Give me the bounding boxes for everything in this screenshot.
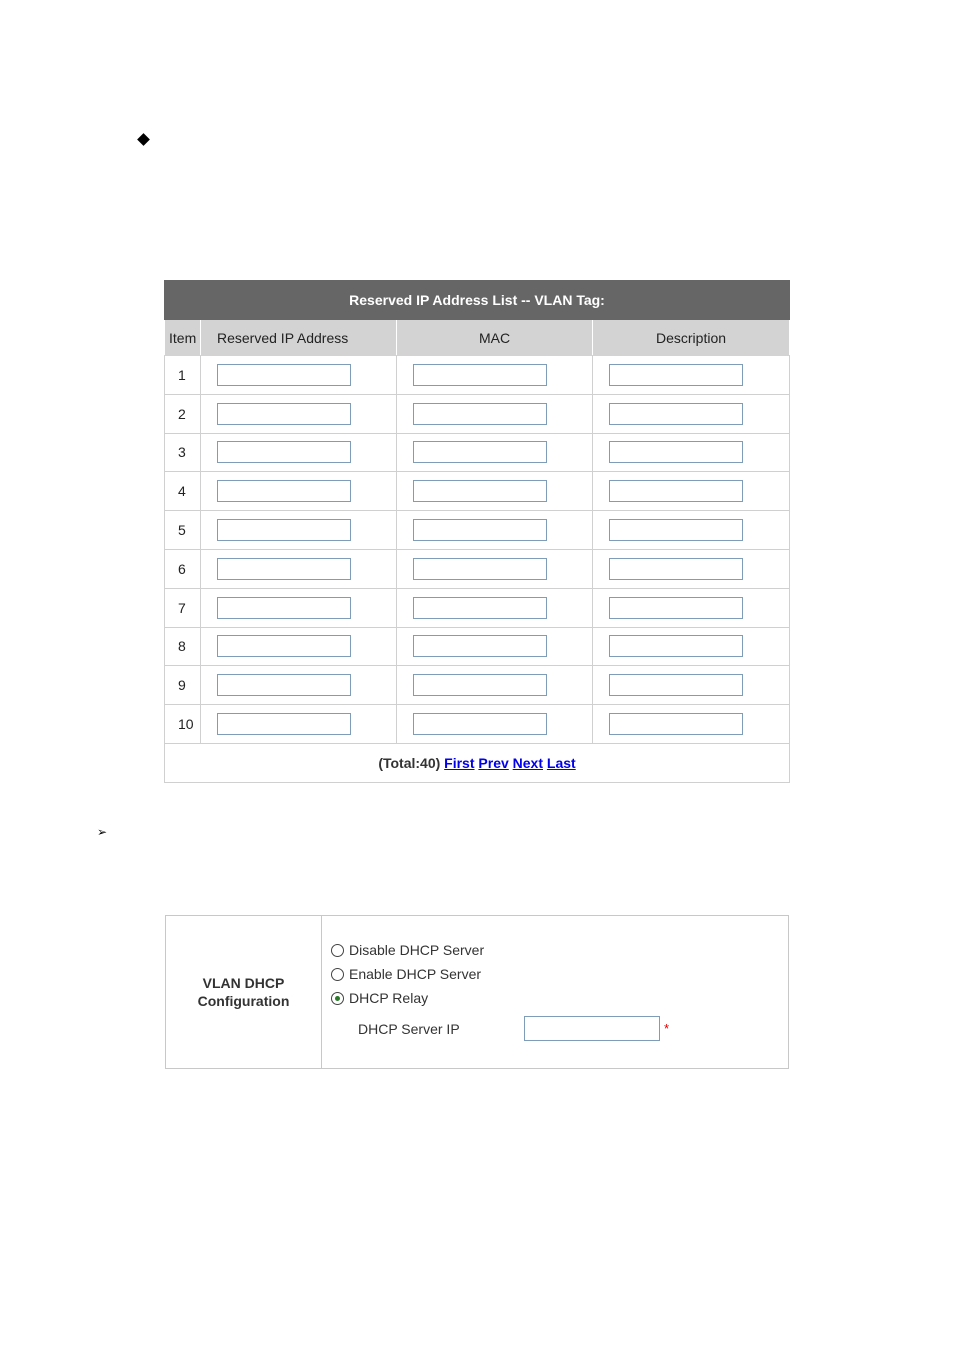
description-input[interactable]	[609, 558, 743, 580]
reserved-ip-table	[164, 280, 790, 783]
row-description-cell	[593, 666, 790, 705]
row-description-cell	[593, 705, 790, 744]
mac-input[interactable]	[413, 480, 547, 502]
dhcp-server-ip-label: DHCP Server IP	[358, 1021, 460, 1037]
reserved-ip-input[interactable]	[217, 480, 351, 502]
mac-input[interactable]	[413, 713, 547, 735]
pager-first-link[interactable]: First	[444, 754, 475, 771]
mac-input[interactable]	[413, 403, 547, 425]
pager-total: (Total:40)	[378, 754, 441, 771]
dhcp-relay-option[interactable]	[331, 990, 428, 1006]
row-mac-cell	[397, 356, 593, 395]
reserved-ip-input[interactable]	[217, 597, 351, 619]
dhcp-options	[322, 916, 788, 1068]
row-description-cell	[593, 588, 790, 627]
row-description-cell	[593, 472, 790, 511]
row-description-cell	[593, 627, 790, 666]
table-row	[165, 588, 790, 627]
row-mac-cell	[397, 394, 593, 433]
table-row	[165, 433, 790, 472]
reserved-ip-input[interactable]	[217, 674, 351, 696]
reserved-ip-input[interactable]	[217, 403, 351, 425]
row-description-cell	[593, 356, 790, 395]
pager-next-link[interactable]: Next	[512, 754, 544, 771]
reserved-ip-input[interactable]	[217, 713, 351, 735]
dhcp-server-ip-input[interactable]	[524, 1016, 660, 1041]
config-label-line2: Configuration	[197, 993, 290, 1009]
row-mac-cell	[397, 433, 593, 472]
row-description-cell	[593, 511, 790, 550]
mac-input[interactable]	[413, 674, 547, 696]
row-ip-cell	[201, 356, 397, 395]
table-row	[165, 627, 790, 666]
vlan-dhcp-config-label	[166, 916, 322, 1068]
row-item-number: 5	[165, 511, 201, 550]
description-input[interactable]	[609, 597, 743, 619]
description-input[interactable]	[609, 403, 743, 425]
row-mac-cell	[397, 705, 593, 744]
column-header-description: Description	[593, 320, 790, 356]
mac-input[interactable]	[413, 597, 547, 619]
enable-dhcp-option[interactable]	[331, 966, 481, 982]
row-ip-cell	[201, 549, 397, 588]
description-input[interactable]	[609, 635, 743, 657]
enable-dhcp-label: Enable DHCP Server	[349, 966, 482, 982]
row-ip-cell	[201, 666, 397, 705]
diamond-bullet-icon	[137, 133, 150, 146]
row-mac-cell	[397, 666, 593, 705]
row-description-cell	[593, 394, 790, 433]
reserved-ip-input[interactable]	[217, 635, 351, 657]
row-item-number: 3	[165, 433, 201, 472]
row-mac-cell	[397, 549, 593, 588]
arrow-bullet-icon: ➢	[97, 825, 108, 839]
disable-dhcp-radio[interactable]	[331, 944, 344, 957]
dhcp-relay-radio[interactable]	[331, 992, 344, 1005]
row-item-number: 4	[165, 472, 201, 511]
description-input[interactable]	[609, 674, 743, 696]
mac-input[interactable]	[413, 441, 547, 463]
table-row	[165, 356, 790, 395]
row-mac-cell	[397, 511, 593, 550]
row-mac-cell	[397, 627, 593, 666]
row-item-number: 1	[165, 356, 201, 395]
row-ip-cell	[201, 472, 397, 511]
row-mac-cell	[397, 588, 593, 627]
pager	[165, 743, 790, 782]
pager-prev-link[interactable]: Prev	[478, 754, 509, 771]
description-input[interactable]	[609, 519, 743, 541]
description-input[interactable]	[609, 441, 743, 463]
description-input[interactable]	[609, 713, 743, 735]
config-label-line1: VLAN DHCP	[202, 975, 285, 991]
dhcp-relay-label: DHCP Relay	[349, 990, 429, 1006]
table-row	[165, 472, 790, 511]
row-ip-cell	[201, 588, 397, 627]
row-mac-cell	[397, 472, 593, 511]
row-item-number: 2	[165, 394, 201, 433]
table-row	[165, 705, 790, 744]
row-description-cell	[593, 549, 790, 588]
mac-input[interactable]	[413, 635, 547, 657]
row-ip-cell	[201, 433, 397, 472]
row-ip-cell	[201, 511, 397, 550]
row-ip-cell	[201, 627, 397, 666]
row-item-number: 8	[165, 627, 201, 666]
reserved-ip-input[interactable]	[217, 364, 351, 386]
mac-input[interactable]	[413, 364, 547, 386]
mac-input[interactable]	[413, 519, 547, 541]
reserved-ip-input[interactable]	[217, 519, 351, 541]
table-row	[165, 549, 790, 588]
pager-last-link[interactable]: Last	[546, 754, 576, 771]
required-mark: *	[664, 1021, 670, 1036]
column-header-item: Item	[165, 320, 201, 356]
column-header-mac: MAC	[397, 320, 593, 356]
disable-dhcp-label: Disable DHCP Server	[349, 942, 485, 958]
row-description-cell	[593, 433, 790, 472]
mac-input[interactable]	[413, 558, 547, 580]
reserved-ip-input[interactable]	[217, 558, 351, 580]
row-item-number: 10	[165, 705, 201, 744]
reserved-ip-input[interactable]	[217, 441, 351, 463]
table-row	[165, 666, 790, 705]
row-item-number: 6	[165, 549, 201, 588]
row-item-number: 7	[165, 588, 201, 627]
row-ip-cell	[201, 394, 397, 433]
enable-dhcp-radio[interactable]	[331, 968, 344, 981]
row-item-number: 9	[165, 666, 201, 705]
description-input[interactable]	[609, 480, 743, 502]
table-row	[165, 511, 790, 550]
column-header-ip: Reserved IP Address	[201, 320, 397, 356]
table-row	[165, 394, 790, 433]
table-title: Reserved IP Address List -- VLAN Tag:	[165, 281, 790, 320]
description-input[interactable]	[609, 364, 743, 386]
disable-dhcp-option[interactable]	[331, 942, 484, 958]
vlan-dhcp-config-panel	[165, 915, 789, 1069]
row-ip-cell	[201, 705, 397, 744]
